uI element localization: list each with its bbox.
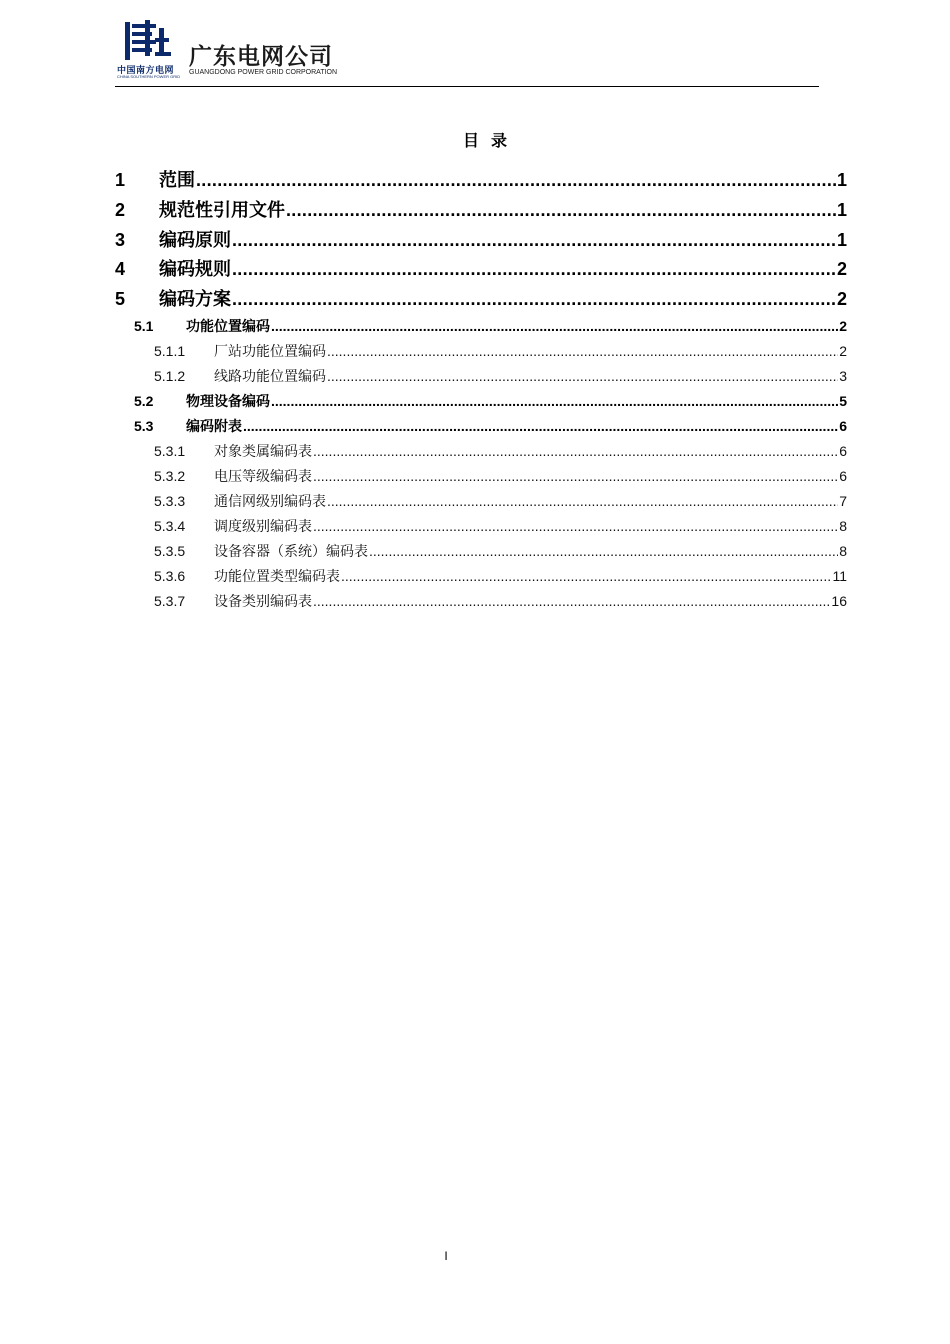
- toc-entry-page: 6: [839, 443, 847, 459]
- toc-entry-label: 功能位置类型编码表: [214, 569, 340, 585]
- header-divider: [115, 86, 819, 87]
- toc-entry[interactable]: [154, 541, 847, 561]
- toc-leader-dots: [232, 289, 836, 310]
- toc-leader-dots: [327, 493, 838, 509]
- toc-entry-page: 6: [839, 418, 847, 434]
- toc-leader-dots: [327, 368, 838, 384]
- toc-entry[interactable]: [134, 391, 847, 411]
- toc-entry[interactable]: [115, 226, 847, 252]
- toc-entry-label: 设备类别编码表: [214, 594, 312, 610]
- company-name-english: GUANGDONG POWER GRID CORPORATION: [189, 69, 338, 76]
- toc-entry-number: 4: [115, 259, 126, 279]
- toc-entry-label: 电压等级编码表: [214, 469, 312, 485]
- toc-entry[interactable]: [154, 566, 847, 586]
- toc-entry-page: 11: [832, 568, 847, 584]
- toc-leader-dots: [313, 518, 838, 534]
- logo-english-text: CHINA SOUTHERN POWER GRID: [117, 74, 181, 79]
- toc-entry[interactable]: [154, 516, 847, 536]
- toc-entry-label: 编码附表: [186, 418, 242, 434]
- toc-leader-dots: [369, 543, 838, 559]
- toc-leader-dots: [286, 200, 836, 221]
- toc-entry[interactable]: [115, 166, 847, 192]
- toc-entry-label: 设备容器（系统）编码表: [214, 544, 368, 560]
- toc-entry-page: 5: [839, 393, 847, 409]
- toc-entry-number: 5.3.2: [154, 468, 186, 484]
- toc-entry-number: 5.3.4: [154, 518, 186, 534]
- toc-entry-number: 5.3.6: [154, 568, 186, 584]
- toc-entry[interactable]: [115, 196, 847, 222]
- toc-leader-dots: [313, 593, 830, 609]
- toc-entry-page: 8: [839, 518, 847, 534]
- toc-entry[interactable]: [154, 441, 847, 461]
- toc-entry-number: 5.3.1: [154, 443, 186, 459]
- toc-entry[interactable]: [154, 591, 847, 611]
- toc-leader-dots: [232, 259, 836, 280]
- toc-entry-label: 编码规则: [159, 259, 231, 279]
- toc-leader-dots: [196, 170, 836, 191]
- toc-entry-label: 调度级别编码表: [214, 519, 312, 535]
- toc-entry-number: 5.2: [134, 393, 154, 409]
- toc-entry-number: 5: [115, 289, 126, 309]
- toc-leader-dots: [271, 393, 838, 409]
- toc-entry-label: 通信网级别编码表: [214, 494, 326, 510]
- toc-entry-label: 线路功能位置编码: [214, 369, 326, 385]
- toc-leader-dots: [327, 343, 838, 359]
- toc-entry-page: 2: [839, 318, 847, 334]
- toc-entry-number: 5.1.1: [154, 343, 186, 359]
- toc-entry-page: 1: [836, 200, 847, 220]
- toc-entry-label: 规范性引用文件: [159, 200, 285, 220]
- toc-entry-number: 1: [115, 170, 126, 190]
- page-number: I: [444, 1249, 448, 1263]
- page-header: [115, 18, 819, 88]
- toc-entry-number: 5.1.2: [154, 368, 186, 384]
- toc-entry[interactable]: [154, 491, 847, 511]
- toc-entry[interactable]: [115, 255, 847, 281]
- toc-entry-page: 16: [831, 593, 847, 609]
- logo-chinese-text: 中国南方电网: [117, 65, 175, 75]
- toc-entry-label: 编码原则: [159, 230, 231, 250]
- toc-entry-page: 8: [839, 543, 847, 559]
- toc-entry-page: 2: [836, 289, 847, 309]
- toc-entry-page: 2: [839, 343, 847, 359]
- toc-entry-label: 范围: [159, 170, 195, 190]
- toc-entry[interactable]: [134, 416, 847, 436]
- toc-leader-dots: [271, 318, 838, 334]
- toc-leader-dots: [313, 468, 838, 484]
- toc-title: 目录: [462, 133, 519, 150]
- toc-entry-label: 物理设备编码: [186, 393, 270, 409]
- toc-entry-label: 编码方案: [159, 289, 231, 309]
- toc-entry-number: 5.3.7: [154, 593, 186, 609]
- toc-entry-page: 2: [836, 259, 847, 279]
- toc-leader-dots: [243, 418, 838, 434]
- toc-entry-page: 6: [839, 468, 847, 484]
- toc-leader-dots: [341, 568, 831, 584]
- toc-leader-dots: [313, 443, 838, 459]
- toc-entry[interactable]: [154, 366, 847, 386]
- toc-entry-number: 5.3.5: [154, 543, 186, 559]
- toc-entry-page: 3: [839, 368, 847, 384]
- toc-entry-number: 5.1: [134, 318, 154, 334]
- toc-entry-page: 1: [836, 170, 847, 190]
- toc-leader-dots: [232, 230, 836, 251]
- toc-entry-number: 5.3.3: [154, 493, 186, 509]
- company-name-chinese: 广东电网公司: [189, 43, 333, 69]
- toc-entry[interactable]: [134, 316, 847, 336]
- toc-entry-page: 1: [836, 230, 847, 250]
- toc-entry-number: 3: [115, 230, 126, 250]
- toc-entry-number: 5.3: [134, 418, 154, 434]
- toc-entry-number: 2: [115, 200, 126, 220]
- toc-entry[interactable]: [154, 341, 847, 361]
- toc-entry-label: 功能位置编码: [186, 318, 270, 334]
- toc-entry-label: 厂站功能位置编码: [214, 344, 326, 360]
- toc-entry-label: 对象类属编码表: [214, 444, 312, 460]
- toc-entry-page: 7: [839, 493, 847, 509]
- toc-entry[interactable]: [154, 466, 847, 486]
- toc-entry[interactable]: [115, 285, 847, 311]
